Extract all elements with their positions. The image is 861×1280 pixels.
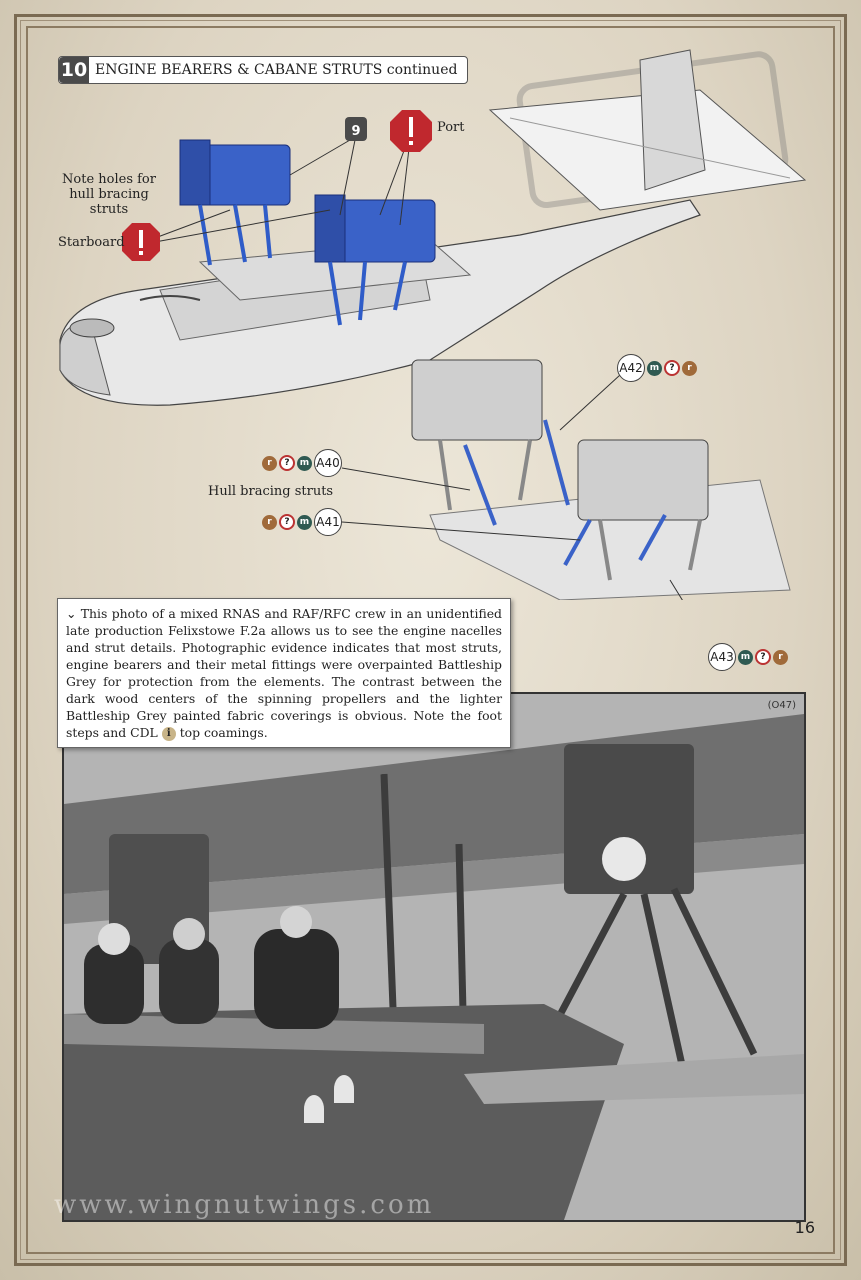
caption-bullet-icon: ⌄ (66, 606, 81, 621)
website-watermark: www.wingnutwings.com (54, 1190, 435, 1220)
paint-chip-unknown: ? (279, 455, 295, 471)
starboard-warning-icon (122, 223, 160, 261)
step-title: ENGINE BEARERS & CABANE STRUTS continued (95, 62, 458, 78)
step-number: 10 (60, 59, 88, 81)
paint-chip-r: r (262, 515, 277, 530)
photo-depiction (64, 694, 804, 1220)
caption-text: This photo of a mixed RNAS and RAF/RFC crew in an unidentified late production Felixstowe F.2a allows us to see the engine nacelles and strut details. Photographic evidence indicates that most struts, engine bearers and their metal fittings were overpainted Battleship Grey for protection from the elements. The contrast between the dark wood centers of the spinning propellers and the lighter Battleship Grey painted fabric coverings is obvious. Note the foot steps and CDL (66, 606, 502, 740)
note-holes-label: Note holes for hull bracing struts (62, 172, 156, 217)
paint-chip-r: r (773, 650, 788, 665)
caption-text-end: top coamings. (179, 725, 268, 740)
callout-a43 (708, 643, 788, 671)
detail-inset (342, 360, 790, 600)
step-ref-number: 9 (351, 124, 361, 139)
part-a40: A40 (314, 449, 342, 477)
paint-chip-m: m (297, 515, 312, 530)
paint-chip-unknown: ? (279, 514, 295, 530)
part-a42: A42 (617, 354, 645, 382)
part-a41: A41 (314, 508, 342, 536)
paint-chip-unknown: ? (664, 360, 680, 376)
cdl-paint-icon: i (162, 727, 176, 741)
callout-a42 (617, 354, 697, 382)
paint-chip-m: m (647, 361, 662, 376)
port-label: Port (437, 120, 465, 135)
paint-chip-unknown: ? (755, 649, 771, 665)
starboard-label: Starboard (58, 235, 125, 250)
callout-a41 (262, 508, 342, 536)
paint-chip-r: r (682, 361, 697, 376)
paint-chip-r: r (262, 456, 277, 471)
photo-caption (57, 598, 511, 748)
historical-photo (62, 692, 806, 1222)
seaplane-illustration (0, 0, 861, 600)
hull-bracing-label: Hull bracing struts (208, 484, 334, 499)
tailplane (490, 50, 805, 210)
photo-number: (O47) (767, 700, 796, 711)
starboard-engine (180, 140, 290, 265)
part-a43: A43 (708, 643, 736, 671)
port-warning-icon (390, 110, 432, 152)
page-number: 16 (794, 1218, 815, 1237)
callout-a40 (262, 449, 342, 477)
paint-chip-m: m (297, 456, 312, 471)
paint-chip-m: m (738, 650, 753, 665)
